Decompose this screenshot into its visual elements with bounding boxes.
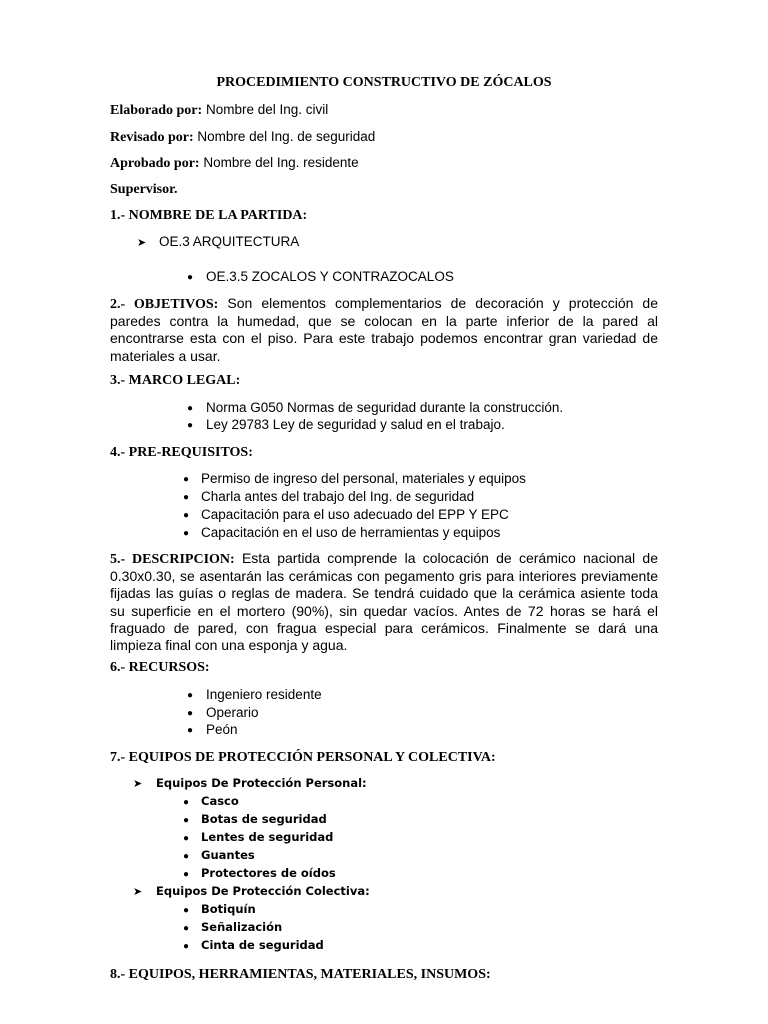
paragraph-line: paredes contra la humedad, que se colocan en la parte inferior de la pared al — [110, 313, 658, 330]
section-1-heading: 1.- NOMBRE DE LA PARTIDA: — [110, 208, 308, 223]
list-item: Señalización — [201, 920, 283, 934]
paragraph-line: Son elementos complementarios de decoración y protección de — [227, 295, 659, 311]
bullet-icon: ● — [187, 725, 194, 736]
document-title: PROCEDIMIENTO CONSTRUCTIVO DE ZÓCALOS — [216, 75, 552, 90]
bullet-icon: ● — [187, 403, 194, 414]
revisado-row — [110, 129, 375, 146]
elaborado-row — [110, 102, 328, 119]
list-item: Ley 29783 Ley de seguridad y salud en el trabajo. — [206, 417, 505, 432]
collective-protection-label: Equipos De Protección Colectiva: — [156, 884, 370, 898]
list-item: Operario — [206, 705, 259, 720]
paragraph-line: materiales a usar. — [110, 347, 221, 364]
list-item: Capacitación en el uso de herramientas y equipos — [201, 525, 501, 540]
list-item: Ingeniero residente — [206, 687, 322, 702]
bullet-icon: ● — [183, 923, 190, 934]
list-item: Norma G050 Normas de seguridad durante la construcción. — [206, 400, 564, 415]
list-item: Protectores de oídos — [201, 866, 336, 880]
bullet-icon: ● — [183, 474, 190, 485]
supervisor-row — [110, 181, 178, 198]
bullet-icon: ● — [183, 941, 190, 952]
bullet-icon: ● — [183, 528, 190, 539]
arrow-bullet-icon: ➤ — [137, 237, 147, 249]
aprobado-value: Nombre del Ing. residente — [203, 155, 359, 170]
section-7-heading: 7.- EQUIPOS DE PROTECCIÓN PERSONAL Y COLECTIVA: — [110, 750, 496, 765]
section-5-heading: 5.- DESCRIPCION: — [110, 552, 235, 567]
list-item: OE.3.5 ZOCALOS Y CONTRAZOCALOS — [206, 269, 454, 284]
bullet-icon: ● — [183, 869, 190, 880]
list-item: OE.3 ARQUITECTURA — [159, 234, 300, 249]
supervisor-label: Supervisor. — [110, 182, 178, 197]
paragraph-line: encontrarse esta con el piso. Para este trabajo podemos encontrar gran variedad de — [110, 330, 658, 347]
list-item: Capacitación para el uso adecuado del EPP Y EPC — [201, 507, 509, 522]
arrow-bullet-icon: ➤ — [133, 886, 143, 898]
aprobado-row — [110, 155, 359, 172]
section-6-heading: 6.- RECURSOS: — [110, 660, 210, 675]
bullet-icon: ● — [183, 797, 190, 808]
list-item: Permiso de ingreso del personal, materiales y equipos — [201, 471, 526, 486]
list-item: Lentes de seguridad — [201, 830, 334, 844]
list-item: Cinta de seguridad — [201, 938, 324, 952]
section-5-descripcion — [110, 550, 658, 654]
revisado-label: Revisado por: — [110, 130, 194, 145]
bullet-icon: ● — [183, 492, 190, 503]
list-item: Botiquín — [201, 902, 256, 916]
list-item: Peón — [206, 722, 238, 737]
paragraph-line: Esta partida comprende la colocación de cerámico nacional de — [241, 550, 658, 566]
revisado-value: Nombre del Ing. de seguridad — [197, 129, 376, 144]
elaborado-label: Elaborado por: — [110, 103, 203, 118]
paragraph-line: 0.30x0.30, se asentarán las cerámicas con pegamento gris para interiores previamente — [110, 568, 658, 585]
bullet-icon: ● — [187, 272, 194, 283]
list-item: Charla antes del trabajo del Ing. de seguridad — [201, 489, 475, 504]
bullet-icon: ● — [183, 905, 190, 916]
paragraph-line: su superficie en el mortero (90%), sin quedar vacíos. Antes de 72 horas se hará el — [110, 602, 658, 619]
bullet-icon: ● — [183, 815, 190, 826]
section-4-heading: 4.- PRE-REQUISITOS: — [110, 445, 253, 460]
paragraph-line: fijadas las guías o reglas de madera. Se tendrá cuidado que la cerámica asiente toda — [110, 585, 658, 602]
section-2-heading: 2.- OBJETIVOS: — [110, 297, 219, 312]
list-item: Botas de seguridad — [201, 812, 327, 826]
paragraph-line: limpieza final con una esponja y agua. — [110, 637, 348, 654]
aprobado-label: Aprobado por: — [110, 156, 200, 171]
bullet-icon: ● — [187, 420, 194, 431]
list-item: Casco — [201, 794, 239, 808]
personal-protection-label: Equipos De Protección Personal: — [156, 776, 367, 790]
elaborado-value: Nombre del Ing. civil — [205, 102, 329, 117]
section-3-heading: 3.- MARCO LEGAL: — [110, 373, 241, 388]
bullet-icon: ● — [183, 833, 190, 844]
section-2-objetivos — [110, 295, 658, 365]
list-item: Guantes — [201, 848, 255, 862]
bullet-icon: ● — [183, 510, 190, 521]
section-8-heading: 8.- EQUIPOS, HERRAMIENTAS, MATERIALES, INSUMOS: — [110, 967, 491, 982]
bullet-icon: ● — [187, 690, 194, 701]
bullet-icon: ● — [187, 708, 194, 719]
bullet-icon: ● — [183, 851, 190, 862]
arrow-bullet-icon: ➤ — [133, 778, 143, 790]
paragraph-line: fraguado de pared, con fragua especial para cerámicos. Finalmente se dará una — [110, 619, 658, 636]
